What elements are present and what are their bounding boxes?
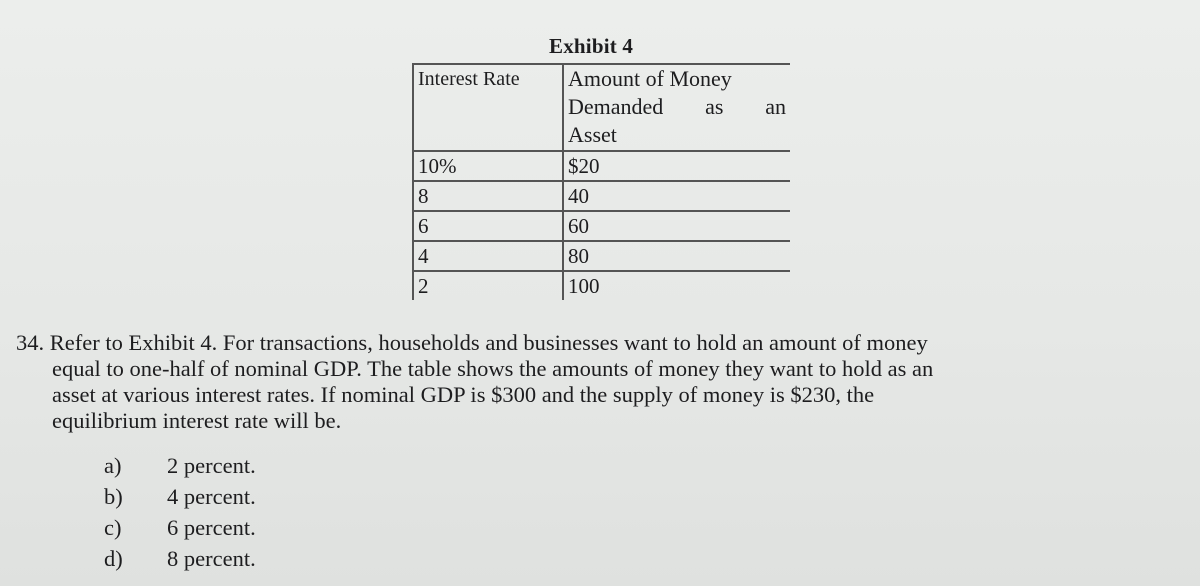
answer-option-d[interactable]	[96, 543, 256, 574]
table-row	[412, 240, 790, 270]
option-text: 6 percent.	[167, 515, 256, 540]
header-amount-line3: Asset	[568, 122, 617, 147]
table-row	[412, 270, 790, 300]
answer-option-a[interactable]	[96, 450, 256, 481]
amount-cell: 60	[562, 212, 790, 240]
option-text: 2 percent.	[167, 453, 256, 478]
question-line-2: equal to one-half of nominal GDP. The table shows the amounts of money they want to hold as an	[52, 356, 934, 381]
table-row	[412, 210, 790, 240]
header-amount-demanded	[562, 65, 790, 150]
header-amount-line2	[568, 93, 790, 121]
question-line-1: 34. Refer to Exhibit 4. For transactions, households and businesses want to hold an amount of money	[16, 330, 928, 355]
header-amount-word-as: as	[705, 94, 724, 119]
option-letter: d)	[104, 546, 123, 571]
option-letter: b)	[104, 484, 123, 509]
table-row	[412, 180, 790, 210]
header-amount-word-an: an	[765, 94, 786, 119]
option-text: 4 percent.	[167, 484, 256, 509]
rate-cell: 10%	[412, 152, 562, 180]
rate-cell: 6	[412, 212, 562, 240]
rate-cell: 4	[412, 242, 562, 270]
table-header-row	[412, 65, 790, 150]
table-row	[412, 150, 790, 180]
question-line-4: equilibrium interest rate will be.	[52, 408, 342, 433]
money-demand-table	[412, 65, 790, 300]
exhibit-title: Exhibit 4	[549, 34, 634, 58]
question-text	[16, 330, 1191, 434]
amount-cell: 100	[562, 272, 790, 300]
question-line-3: asset at various interest rates. If nominal GDP is $300 and the supply of money is $230, the	[52, 382, 875, 407]
option-letter: c)	[104, 515, 122, 540]
amount-cell: 80	[562, 242, 790, 270]
rate-cell: 2	[412, 272, 562, 300]
amount-cell: 40	[562, 182, 790, 210]
answer-option-b[interactable]	[96, 481, 256, 512]
header-interest-rate: Interest Rate	[412, 65, 562, 150]
option-letter: a)	[104, 453, 122, 478]
header-amount-line1: Amount of Money	[568, 66, 732, 91]
option-text: 8 percent.	[167, 546, 256, 571]
header-amount-word-demanded: Demanded	[568, 94, 664, 119]
rate-cell: 8	[412, 182, 562, 210]
amount-cell: $20	[562, 152, 790, 180]
answer-options	[96, 450, 256, 574]
answer-option-c[interactable]	[96, 512, 256, 543]
